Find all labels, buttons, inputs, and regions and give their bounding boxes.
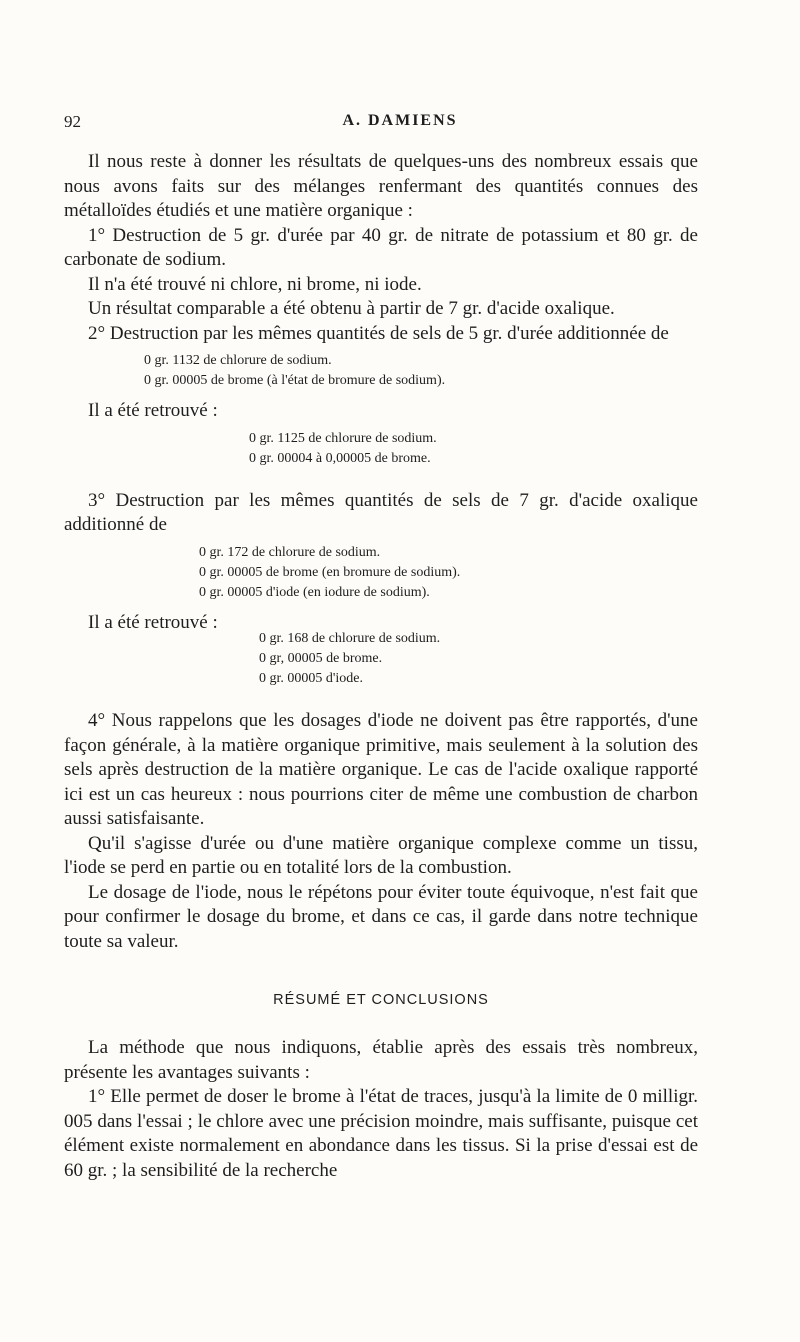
paragraph: Un résultat comparable a été obtenu à partir de 7 gr. d'acide oxalique. bbox=[88, 298, 615, 319]
paragraph: 2° Destruction par les mêmes quantités de sels de 5 gr. d'urée additionnée de bbox=[88, 322, 669, 344]
list-item: 0 gr, 00005 de brome. bbox=[259, 651, 383, 666]
list-item: 0 gr. 00005 de brome (en bromure de sodium). bbox=[199, 564, 461, 580]
paragraph: Il n'a été trouvé ni chlore, ni brome, ni iode. bbox=[88, 273, 422, 295]
paragraph: 3° Destruction par les mêmes quantités de sels de 7 gr. d'acide oxalique additionné de bbox=[64, 489, 698, 535]
paragraph: Le dosage de l'iode, nous le répétons pour éviter toute équivoque, n'est fait que pour confirmer le dosage du brome, et dans ce cas, il garde dans notre technique toute sa valeur. bbox=[64, 881, 698, 952]
paragraph: 1° Elle permet de doser le brome à l'état de traces, jusqu'à la limite de 0 milligr. 005 dans l'essai ; le chlore avec une précision moindre, mais suffisante, puisque cet élément existe normalement en abondance dans les tissus. Si la prise d'essai est de 60 gr. ; la sensibilité de la recherche bbox=[64, 1086, 698, 1181]
list-item: 0 gr. 1132 de chlorure de sodium. bbox=[144, 353, 332, 368]
list-item: 0 gr. 172 de chlorure de sodium. bbox=[199, 544, 381, 560]
page-header bbox=[0, 112, 800, 136]
added-list-2 bbox=[144, 351, 698, 391]
paragraph: 1° Destruction de 5 gr. d'urée par 40 gr. de nitrate de potassium et 80 gr. de carbonate de sodium. bbox=[64, 224, 698, 270]
running-head: A. DAMIENS bbox=[342, 112, 458, 129]
paragraph: Qu'il s'agisse d'urée ou d'une matière organique complexe comme un tissu, l'iode se perd en partie ou en totalité lors de la combustion. bbox=[64, 832, 698, 878]
found-list-3 bbox=[259, 629, 698, 689]
paragraph: Il a été retrouvé : bbox=[88, 611, 218, 633]
list-item: 0 gr. 00005 d'iode. bbox=[259, 671, 364, 686]
paragraph: La méthode que nous indiquons, établie après des essais très nombreux, présente les avantages suivants : bbox=[64, 1037, 698, 1083]
paragraph: Il a été retrouvé : bbox=[88, 400, 218, 421]
list-item: 0 gr. 00004 à 0,00005 de brome. bbox=[249, 450, 431, 466]
list-item: 0 gr. 00005 d'iode (en iodure de sodium). bbox=[199, 584, 430, 600]
added-list-3 bbox=[199, 543, 698, 603]
page-body bbox=[64, 150, 698, 1183]
page-number: 92 bbox=[64, 112, 81, 131]
list-item: 0 gr. 1125 de chlorure de sodium. bbox=[249, 430, 437, 446]
list-item: 0 gr. 168 de chlorure de sodium. bbox=[259, 631, 441, 646]
paragraph: 4° Nous rappelons que les dosages d'iode ne doivent pas être rapportés, d'une façon générale, à la matière organique primitive, mais seulement à la solution des sels après destruction de la matière organique. Le cas de l'acide oxalique rapporté ici est un cas heureux : nous pourrions citer de même une combustion de charbon aussi satisfaisante. bbox=[64, 710, 698, 829]
found-list-2 bbox=[249, 429, 698, 469]
section-heading: RÉSUMÉ ET CONCLUSIONS bbox=[273, 992, 489, 1008]
list-item: 0 gr. 00005 de brome (à l'état de bromure de sodium). bbox=[144, 373, 446, 388]
paragraph: Il nous reste à donner les résultats de quelques-uns des nombreux essais que nous avons faits sur des mélanges renfermant des quantités connues des métalloïdes étudiés et une matière organique : bbox=[64, 151, 698, 221]
